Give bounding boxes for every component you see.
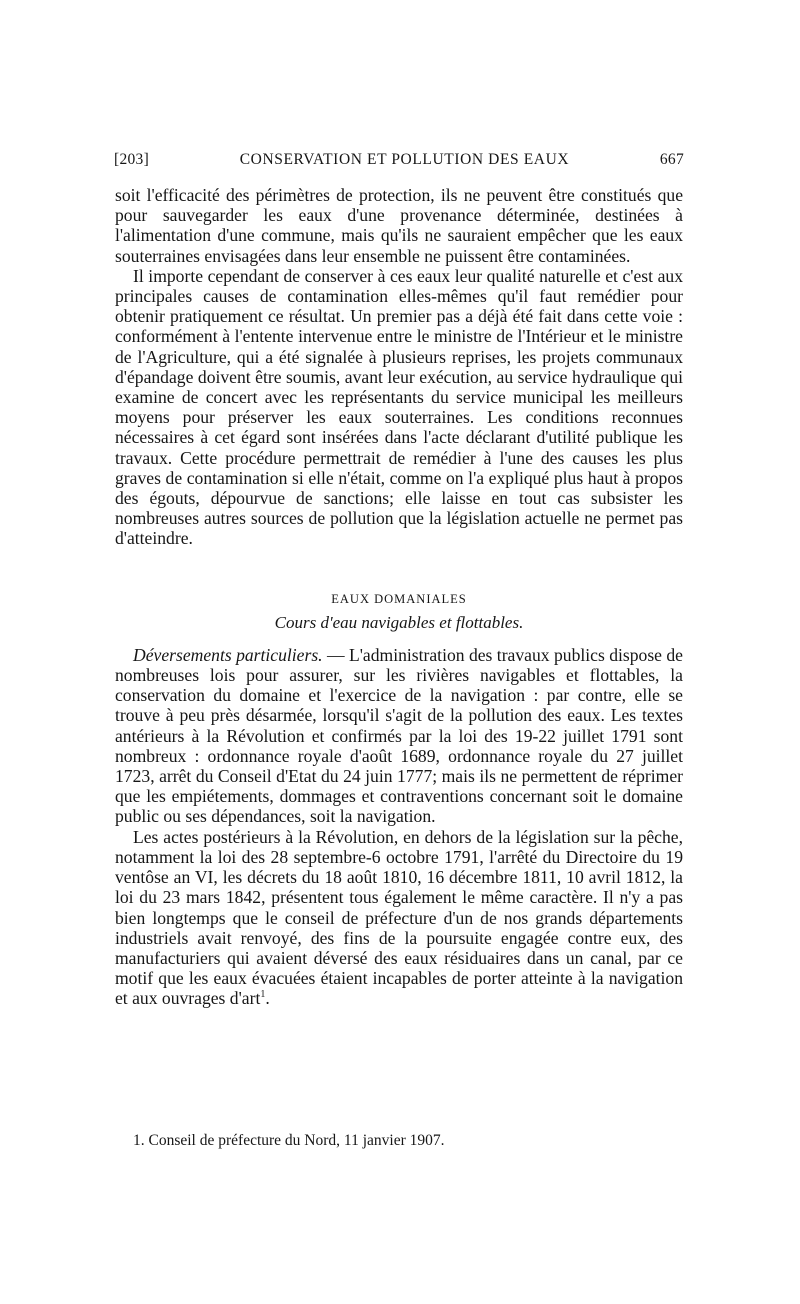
paragraph-4: [115, 827, 683, 1009]
body-text: [115, 185, 683, 1009]
paragraph-2: Il importe cependant de conserver à ces eaux leur qualité naturelle et c'est aux principales causes de contamination elles-mêmes qu'il faut remédier pour obtenir pratiquement ce résultat. Un premier pas a déjà été fait dans cette voie : conformément à l'entente intervenue entre le ministre de l'Intérieur et le ministre de l'Agriculture, qui a été signalée à plusieurs reprises, les projets communaux d'épandage doivent être soumis, avant leur exécution, au service hydraulique qui examine de concert avec les représentants du service municipal les meilleurs moyens pour préserver les eaux souterraines. Les conditions reconnues nécessaires à cet égard sont insérées dans l'acte déclarant d'utilité publique les travaux. Cette procédure permettrait de remédier à l'une des causes les plus graves de contamination si elle n'était, comme on l'a expliqué plus haut à propos des égouts, dépourvue de sanctions; elle laisse en tout cas subsister les nombreuses autres sources de pollution que la législation actuelle ne permet pas d'atteindre.: [115, 265, 683, 549]
section-heading: EAUX DOMANIALES: [331, 591, 467, 606]
running-title: CONSERVATION ET POLLUTION DES EAUX: [239, 151, 570, 168]
subsection-heading: Cours d'eau navigables et flottables.: [274, 612, 524, 632]
paragraph-3-body: — L'administration des travaux publics dispose de nombreuses lois pour assurer, sur les rivières navigables et flottables, la conservation du domaine et l'exercice de la navigation : par contre, elle se trouve à peu près désarmée, lorsqu'il s'agit de la pollution des eaux. Les textes antérieurs à la Révolution et confirmés par la loi des 19-22 juillet 1791 sont nombreux : ordonnance royale d'août 1689, ordonnance royale du 27 juillet 1723, arrêt du Conseil d'Etat du 24 juin 1777; mais ils ne permettent de réprimer que les empiétements, dommages et contraventions concernant soit le domaine public ou ses dépendances, soit la navigation.: [115, 644, 683, 827]
paragraph-3: [115, 645, 683, 827]
footnote: 1. Conseil de préfecture du Nord, 11 janvier 1907.: [133, 1132, 445, 1149]
paragraph-4-end: .: [265, 988, 270, 1009]
footnote-reference[interactable]: 1: [260, 989, 266, 1001]
paragraph-1: soit l'efficacité des périmètres de protection, ils ne peuvent être constitués que pour sauvegarder les eaux d'une provenance déterminée, destinées à l'alimentation d'une commune, mais qu'ils ne sauraient empêcher que les eaux souterraines envisagées dans leur ensemble ne puissent être contaminées.: [115, 185, 683, 266]
paragraph-3-lead: Déversements particuliers.: [133, 644, 323, 665]
section-spacer: [115, 549, 683, 575]
paragraph-4-body: Les actes postérieurs à la Révolution, en dehors de la législation sur la pêche, notamment la loi des 28 septembre-6 octobre 1791, l'arrêté du Directoire du 19 ventôse an VI, les décrets du 18 août 1810, 16 décembre 1811, 10 avril 1812, la loi du 23 mars 1842, présentent tous également le même caractère. Il n'y a pas bien longtemps que le conseil de préfecture d'un de nos grands départements industriels avait renvoyé, des fins de la poursuite engagée contre eux, des manufacturiers qui avaient déversé des eaux résiduaires dans un canal, par ce motif que les eaux évacuées étaient incapables de porter atteinte à la navigation et aux ouvrages d'art: [115, 826, 683, 1009]
section-number: [203]: [114, 151, 150, 168]
running-head: [114, 151, 684, 169]
page-number: 667: [659, 151, 684, 168]
